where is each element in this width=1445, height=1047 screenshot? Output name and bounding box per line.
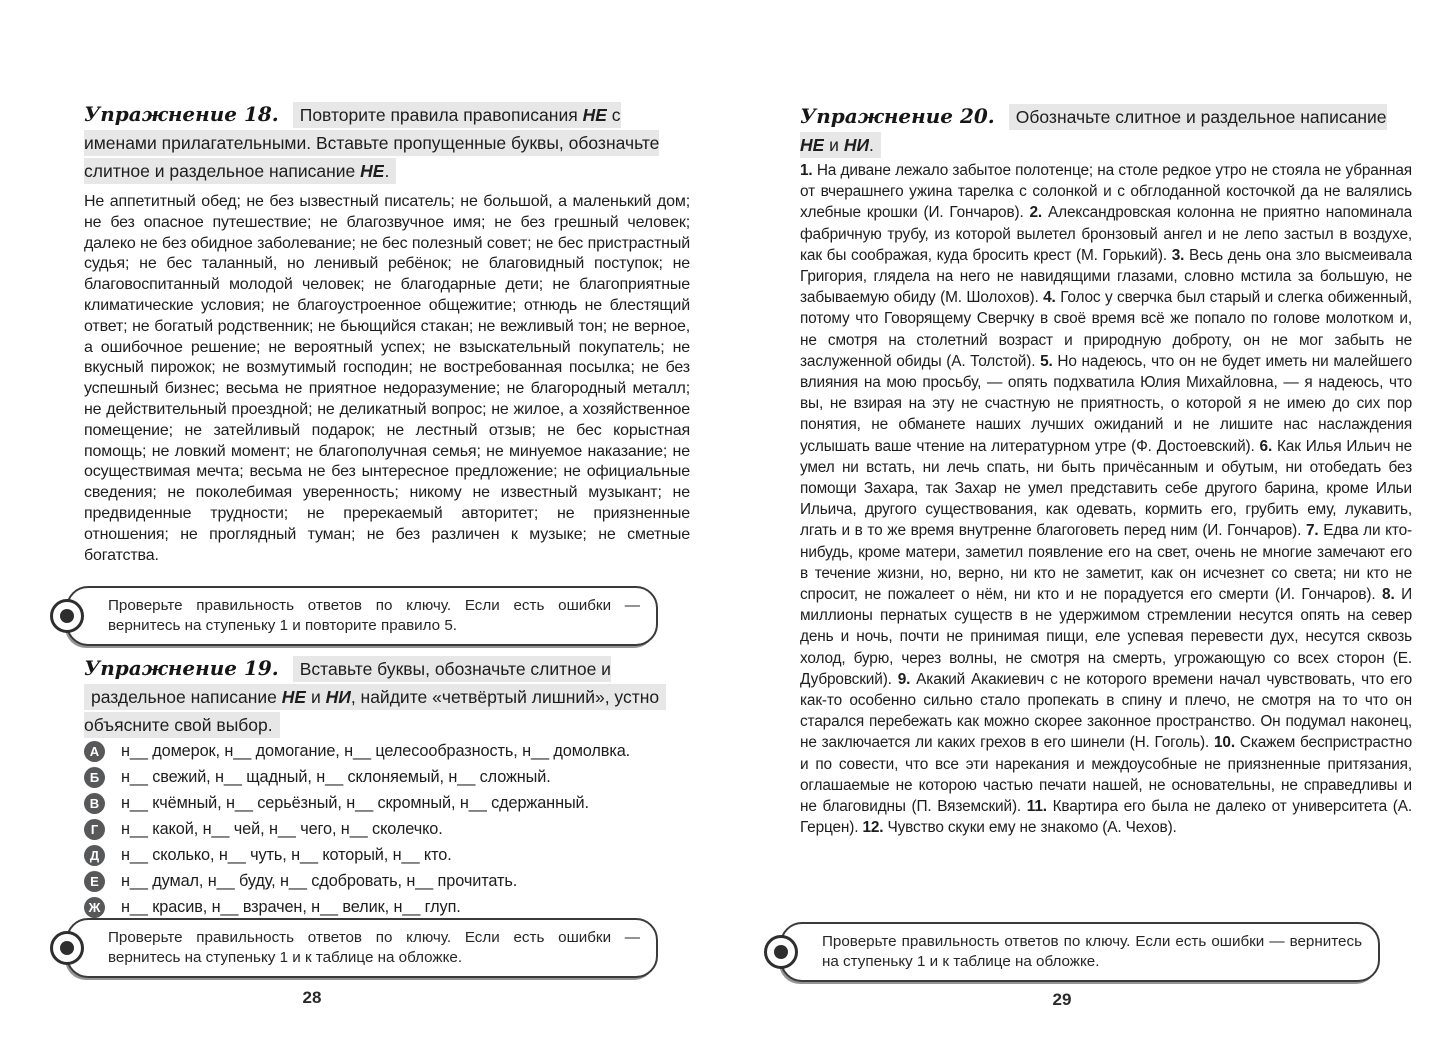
key-target-icon [50, 931, 84, 965]
key-note-19 [66, 918, 658, 978]
item-letter-badge: Е [84, 871, 105, 892]
exercise-20-instruction: Обозначьте слитное и раздельное написание НЕ и НИ. [800, 104, 1387, 158]
exercise-19-items [84, 738, 690, 920]
exercise-19-header [84, 654, 690, 739]
item-text: н__ кчёмный, н__ серьёзный, н__ скромный, н__ сдержанный. [121, 793, 589, 812]
item-letter-badge: Д [84, 845, 105, 866]
item-letter-badge: В [84, 793, 105, 814]
exercise-20-body: 1. На диване лежало забытое полотенце; на столе редкое утро не стояла не убранная от вчерашнего ужина тарелка с солонкой и с обглоданной косточкой да не валялись хлебные крошки (И. Гончаров). 2. Александровская колонна не приятно напоминала фабричную трубу, из которой вылетел бронзовый ангел и не лепо застыл в воздухе, как бы соображая, куда бросить крест (М. Горький). 3. Весь день она зло высмеивала Григория, глядела на него не навидящими глазами, словно мстила за большую, не забываемую обиду (М. Шолохов). 4. Голос у сверчка был старый и слегка обиженный, потому что Говорящему Сверчку в своё время всё же попало по голове молотком и, не смотря на столетний возраст и природную доброту, он не мог забыть не заслуженной обиды (А. Толстой). 5. Но надеюсь, что он не будет иметь ни малейшего влияния на мою просьбу, — опять подхватила Юлия Михайловна, — я надеюсь, что вы, не взирая на эту не счастную не приятность, о которой я не имею до сих пор понятия, не обманете наших лучших ожиданий и не лишите нас наслаждения услышать ваше чтение на литературном утре (Ф. Достоевский). 6. Как Илья Ильич не умел ни встать, ни лечь спать, ни быть причёсанным и обутым, ни отобедать без помощи Захара, так Захар не умел представить себе другого барина, кроме Ильи Ильича, другого существования, как одевать, кормить его, грубить ему, лукавить, лгать и в то же время внутренне благоговеть перед ним (И. Гончаров). 7. Едва ли кто-нибудь, кроме матери, заметил появление его на свет, очень не многие замечают его в течение жизни, но, верно, ни кто не заметит, как он исчезнет со света; ни кто не спросит, не пожалеет о нём, ни кто и не порадуется его смерти (И. Гончаров). 8. И миллионы пернатых существ в не удержимом стремлении несутся опять на север день и ночь, почти не принимая пищи, еле успевая перевести дух, несутся сквозь холод, бурю, через волны, не смотря на смерть, угрожающую со всех сторон (Е. Дубровский). 9. Акакий Акакиевич с не которого времени начал чувствовать, что его как-то особенно сильно стало пропекать в спину и плечо, не смотря на то что он старался перебежать как можно скорее законное пространство. Он подумал наконец, не заключается ли каких грехов в его шинели (Н. Гоголь). 10. Скажем беспристрастно и по совести, что все эти нарекания и междоусобные не приязненные притязания, оглашаемые не которою частью печати нашей, не основательны, не справедливы и не благовидны (П. Вяземский). 11. Квартира его была не далеко от университета (А. Герцен). 12. Чувство скуки ему не знакомо (А. Чехов). [800, 162, 1412, 837]
item-text: н__ домерок, н__ домогание, н__ целесообразность, н__ домолвка. [121, 741, 631, 760]
list-item [84, 894, 690, 920]
exercise-19-instruction: Вставьте буквы, обозначьте слитное и раздельное написание НЕ и НИ, найдите «четвёртый лишний», устно объясните свой выбор. [84, 656, 666, 738]
exercise-20-header [800, 102, 1412, 159]
item-letter-badge: Б [84, 767, 105, 788]
target-dot [774, 945, 788, 959]
page-number-left: 28 [302, 988, 322, 1007]
key-target-icon [764, 935, 798, 969]
item-letter-badge: Г [84, 819, 105, 840]
item-letter-badge: Ж [84, 897, 105, 918]
exercise-18-header [84, 100, 690, 185]
list-item [84, 738, 690, 764]
key-note-18-text: Проверьте правильность ответов по ключу. Если есть ошибки — вернитесь на ступеньку 1 и повторите правило 5. [108, 597, 640, 634]
item-text: н__ красив, н__ взрачен, н__ велик, н__ глуп. [121, 897, 461, 916]
list-item [84, 868, 690, 894]
target-dot [60, 609, 74, 623]
exercise-18-label: Упражнение 18. [84, 102, 279, 126]
item-text: н__ свежий, н__ щадный, н__ склоняемый, н__ сложный. [121, 767, 551, 786]
exercise-18-instruction: Повторите правила правописания НЕ с именами прилагательными. Вставьте пропущенные буквы, обозначьте слитное и раздельное написание НЕ. [84, 102, 659, 184]
list-item [84, 842, 690, 868]
key-target-icon [50, 599, 84, 633]
list-item [84, 764, 690, 790]
exercise-18-body: Не аппетитный обед; не без ызвестный писатель; не большой, а маленький дом; не без опасное путешествие; не благозвучное имя; не без грешный человек; далеко не без обидное заболевание; не бес полезный совет; не бес пристрастный судья; не бес таланный, но ленивый ребёнок; не благовидный поступок; не благовоспитанный молодой человек; не благодарные дети; не благоприятные климатические условия; не благоустроенное общежитие; отнюдь не блестящий ответ; не богатый родственник; не бьющийся стакан; не вежливый тон; не верное, а ошибочное решение; не вероятный успех; не взыскательный покупатель; не вкусный пирожок; не возмутимый господин; не востребованная посылка; не без успешный бизнес; весьма не приятное недоразумение; не благородный металл; не действительный проездной; не деликатный вопрос; не жилое, а хозяйственное помещение; не затейливый подарок; не лестный отзыв; не бес корыстная помощь; не ловкий момент; не благополучная семья; не минуемое наказание; не осуществимая мечта; весьма не без ынтересное предложение; не официальные сведения; не поколебимая уверенность; никому не известный музыкант; не предвиденные трудности; не пререкаемый авторитет; не приязненные отношения; не проглядный туман; не без различен к музыке; не сметные богатства. [84, 193, 690, 564]
key-note-20 [780, 922, 1380, 982]
item-text: н__ какой, н__ чей, н__ чего, н__ сколечко. [121, 819, 443, 838]
key-note-20-text: Проверьте правильность ответов по ключу. Если есть ошибки — вернитесь на ступеньку 1 и к таблице на обложке. [822, 933, 1362, 970]
exercise-20-label: Упражнение 20. [800, 104, 995, 128]
key-note-19-text: Проверьте правильность ответов по ключу. Если есть ошибки — вернитесь на ступеньку 1 и к таблице на обложке. [108, 929, 640, 966]
item-text: н__ думал, н__ буду, н__ сдобровать, н__ прочитать. [121, 871, 518, 890]
item-text: н__ сколько, н__ чуть, н__ который, н__ кто. [121, 845, 452, 864]
exercise-19-label: Упражнение 19. [84, 656, 279, 680]
list-item [84, 816, 690, 842]
item-letter-badge: А [84, 741, 105, 762]
target-dot [60, 941, 74, 955]
key-note-18 [66, 586, 658, 646]
list-item [84, 790, 690, 816]
page-number-right: 29 [1052, 990, 1072, 1009]
